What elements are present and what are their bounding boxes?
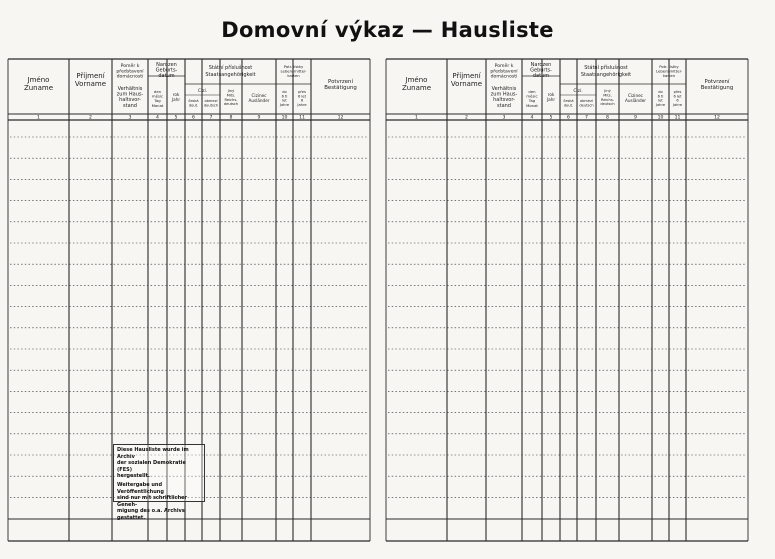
header-potvrzeni: Potvrzení Bestätigung	[324, 79, 357, 92]
header-pomer: Poměr k představení domácnosti	[490, 64, 518, 80]
header-cizinec: Cizinec Ausländer	[248, 93, 270, 103]
header-cize: Cizí.	[573, 89, 583, 94]
header-jiny: Jiný Mits. Reichs-deutsch	[223, 89, 239, 107]
header-statni: Státní příslušnost Staatsangehörigkeit	[580, 65, 632, 78]
column-number: 4	[530, 115, 534, 121]
header-obmezi: obmezí deutsch	[203, 99, 219, 108]
header-ceska: česká deut.	[188, 99, 199, 108]
header-potr: Potr. lístky Lebensmittel-karten	[280, 64, 307, 79]
header-verhaeltnis: Verhältnis zum Haus-haltsvor-stand	[116, 86, 144, 109]
column-number: 5	[549, 115, 553, 121]
column-number: 3	[502, 115, 506, 121]
archive-stamp	[113, 444, 205, 521]
header-pres: přes 6 let 6 Jahre	[297, 90, 307, 107]
column-number: 1	[415, 115, 418, 121]
header-do: do 6 ti let Jahre	[279, 90, 290, 107]
header-potr: Potr. lístky Lebensmittel-karten	[655, 64, 683, 79]
header-vorname: Příjmení Vorname	[74, 72, 107, 89]
page-title: Domovní výkaz — Hausliste	[221, 18, 554, 42]
header-jiny: Jiný Mits. Reichs-deutsch	[600, 89, 615, 107]
header-statni: Státní příslušnost Staatsangehörigkeit	[205, 65, 256, 78]
header-narozen: Narozen Geburts-datum	[530, 62, 552, 80]
column-number: 9	[257, 115, 261, 121]
column-number: 6	[567, 115, 570, 121]
header-ceska: česká deut.	[563, 99, 574, 108]
column-number: 6	[192, 115, 195, 121]
column-number: 5	[174, 115, 178, 121]
stamp-line: migung des o.a. Archivs gestattet.	[117, 508, 185, 521]
column-number: 11	[299, 115, 305, 121]
column-number: 9	[634, 115, 637, 121]
stamp-line: hergestellt.	[117, 473, 150, 480]
header-vorname: Příjmení Vorname	[450, 72, 483, 89]
header-den: den měsíc Tag Monat	[151, 89, 164, 108]
header-pomer: Poměr k představení domácnosti	[116, 64, 144, 80]
header-zuname: Jméno Zuname	[401, 76, 432, 93]
stamp-line: Diese Hausliste wurde im Archiv	[117, 447, 189, 460]
column-number: 10	[657, 115, 664, 121]
header-cize: Cizí.	[197, 89, 208, 94]
column-number: 4	[156, 115, 159, 121]
column-number: 12	[337, 115, 344, 121]
header-rok: rok Jahr	[171, 92, 181, 102]
stamp-line: der sozialen Demokratie (FES)	[117, 460, 186, 473]
header-potvrzeni: Potvrzení Bestätigung	[700, 79, 734, 92]
header-cizinec: Cizinec Ausländer	[624, 93, 647, 103]
stamp-line: Weitergabe und Veröffentlichung	[117, 481, 164, 495]
column-number: 1	[37, 115, 40, 121]
header-zuname: Jméno Zuname	[23, 76, 54, 93]
column-number: 2	[465, 115, 468, 121]
header-pres: přes 6 let 6 Jahre	[672, 90, 683, 107]
header-do: do 6 ti let Jahre	[655, 90, 666, 107]
header-narozen: Narozen Geburts-datum	[155, 62, 178, 80]
column-number: 7	[209, 115, 213, 121]
column-number: 12	[714, 115, 720, 121]
column-number: 7	[585, 115, 588, 121]
column-number: 3	[128, 115, 132, 121]
column-number: 10	[281, 115, 288, 121]
column-number: 11	[674, 115, 681, 121]
column-number: 8	[229, 115, 233, 121]
header-den: den měsíc Tag Monat	[526, 89, 538, 108]
column-number: 8	[606, 115, 609, 121]
header-rok: rok Jahr	[546, 92, 556, 102]
stamp-line: sind nur mit schriftlicher Geneh-	[117, 495, 188, 508]
header-verhaeltnis: Verhältnis zum Haus-haltsvor-stand	[490, 86, 518, 109]
header-obmezi: obmezí deutsch	[579, 99, 594, 108]
column-number: 2	[89, 115, 92, 121]
